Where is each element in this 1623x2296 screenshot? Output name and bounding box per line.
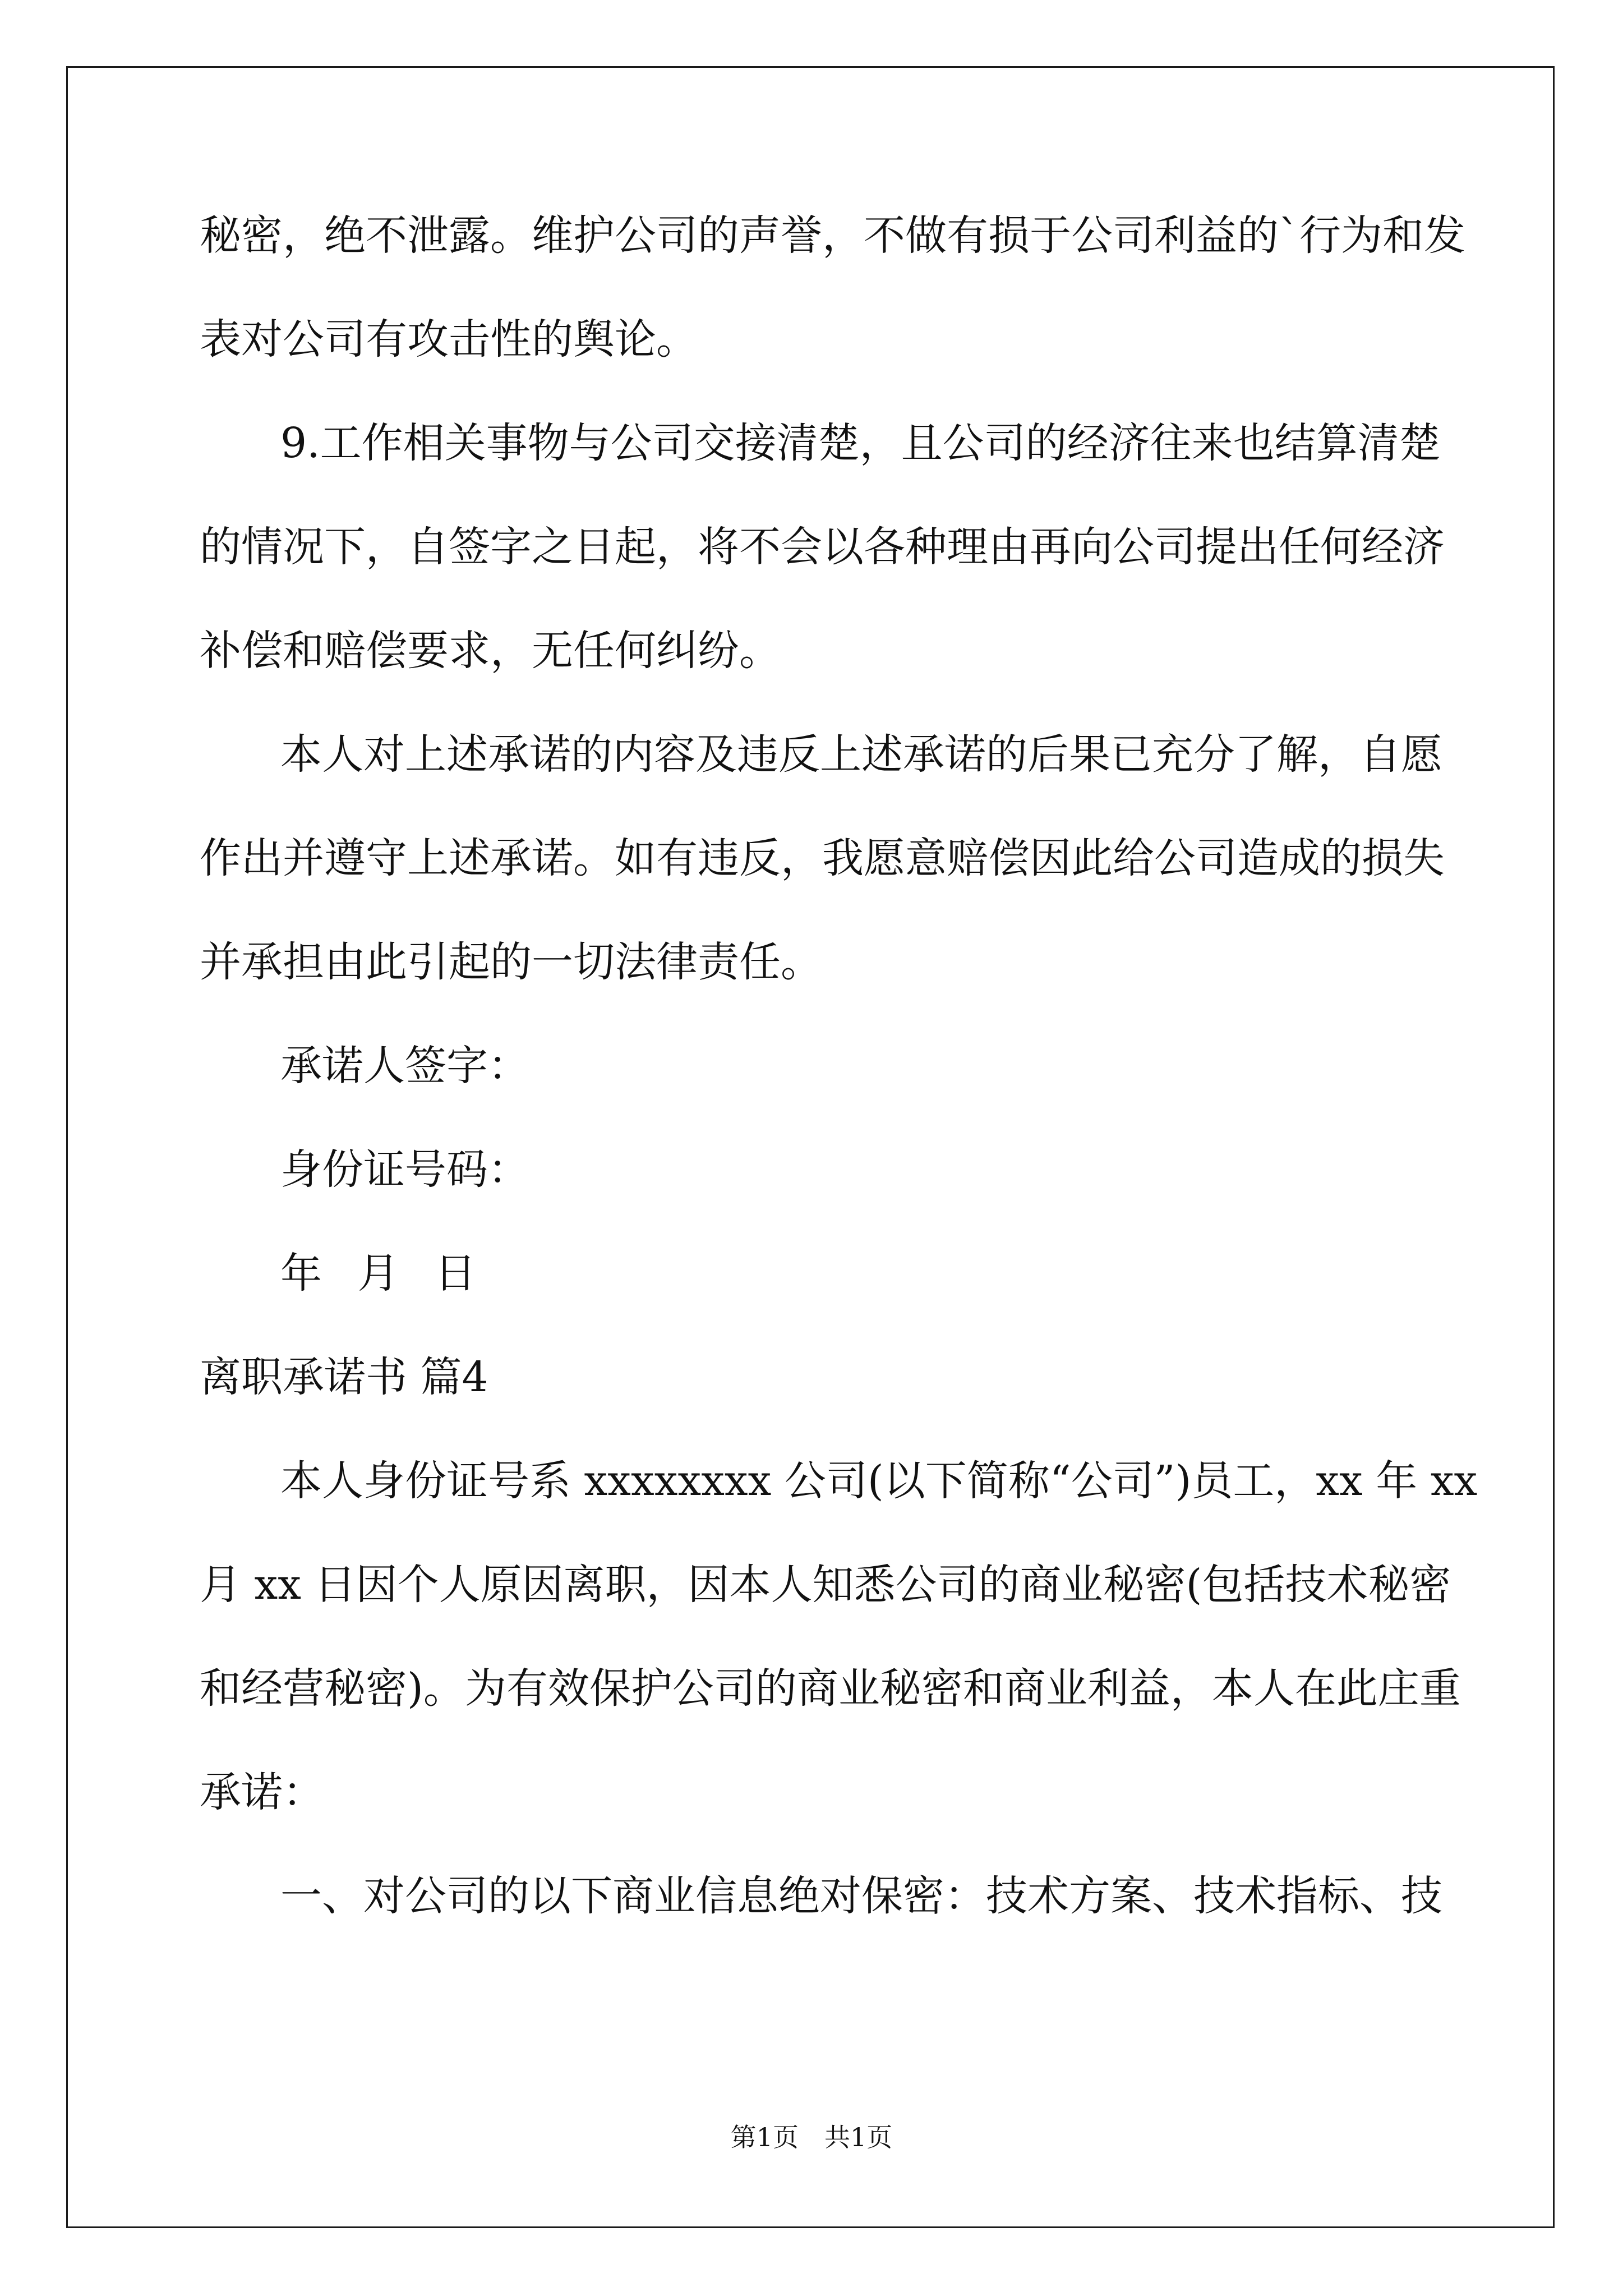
section-title: 离职承诺书 篇4	[200, 1353, 488, 1401]
page-number-footer: 第1页 共1页	[730, 2122, 893, 2152]
text-line: 本人对上述承诺的内容及违反上述承诺的后果已充分了解，自愿	[280, 730, 1442, 779]
text-line: 补偿和赔偿要求，无任何纠纷。	[200, 627, 781, 675]
id-number-label: 身份证号码：	[280, 1145, 529, 1194]
text-line: 作出并遵守上述承诺。如有违反，我愿意赔偿因此给公司造成的损失	[200, 834, 1445, 882]
text-line: 月 xx 日因个人原因离职，因本人知悉公司的商业秘密(包括技术秘密	[200, 1561, 1451, 1609]
text-line: 表对公司有攻击性的舆论。	[200, 315, 698, 364]
text-line: 本人身份证号系 xxxxxxxx 公司(以下简称“公司”)员工，xx 年 xx	[280, 1457, 1478, 1505]
signature-label: 承诺人签字：	[280, 1042, 529, 1090]
text-line: 秘密，绝不泄露。维护公司的声誉，不做有损于公司利益的`行为和发	[200, 211, 1465, 260]
text-line: 并承担由此引起的一切法律责任。	[200, 938, 822, 986]
text-line: 和经营秘密)。为有效保护公司的商业秘密和商业利益，本人在此庄重	[200, 1664, 1461, 1713]
text-line: 9.工作相关事物与公司交接清楚，且公司的经济往来也结算清楚	[280, 419, 1441, 467]
text-line: 一、对公司的以下商业信息绝对保密：技术方案、技术指标、技	[280, 1872, 1442, 1920]
date-label: 年 月 日	[280, 1249, 477, 1297]
text-line: 承诺：	[200, 1768, 324, 1816]
text-line: 的情况下，自签字之日起，将不会以各种理由再向公司提出任何经济	[200, 523, 1445, 571]
